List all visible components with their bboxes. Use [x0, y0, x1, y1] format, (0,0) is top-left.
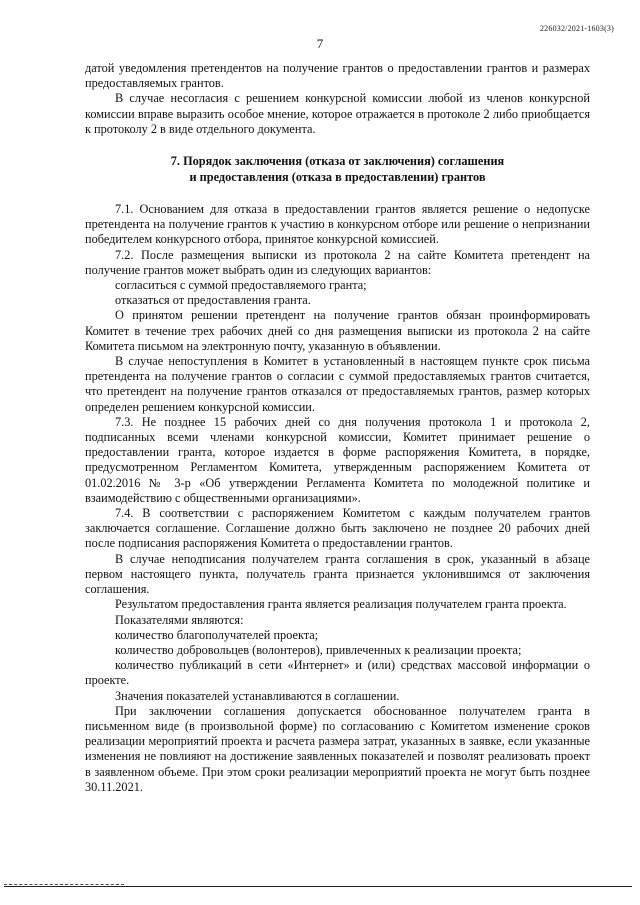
paragraph-indicator-publications: количество публикаций в сети «Интернет» и (или) средствах массовой информации о проекте.	[85, 658, 590, 688]
page-number: 7	[316, 36, 324, 51]
section-heading-line-2: и предоставления (отказа в предоставлении) грантов	[189, 169, 486, 184]
paragraph-option-refuse: отказаться от предоставления гранта.	[115, 293, 311, 308]
bottom-rule	[4, 884, 632, 890]
paragraph-7-3: 7.3. Не позднее 15 рабочих дней со дня получения протокола 1 и протокола 2, подписанных всеми членами конкурсной комиссии, Комитет принимает решение о предоставлении гранта, которое издается в форме распоряжения Комитета, в порядке, предусмотренном Регламентом Комитета, утвержденным распоряжением Комитета от 01.02.2016 № 3-р «Об утверждении Регламента Комитета по молодежной политике и взаимодействию с общественными организациями».	[85, 414, 590, 505]
document-body	[85, 61, 590, 795]
paragraph-indicators-intro: Показателями являются:	[115, 612, 244, 627]
paragraph-result: Результатом предоставления гранта является реализация получателем гранта проекта.	[115, 597, 567, 612]
paragraph-option-agree: согласиться с суммой предоставляемого гранта;	[115, 278, 367, 293]
paragraph-non-signing: В случае неподписания получателем гранта соглашения в срок, указанный в абзаце первом настоящего пункта, получатель гранта признается уклонившимся от заключения соглашения.	[85, 551, 590, 597]
paragraph-changes-allowed: При заключении соглашения допускается обоснованное получателем гранта в письменном виде (в произвольной форме) по согласованию с Комитетом изменение сроков реализации мероприятий проекта и расчета размера затрат, указанных в заявке, если указанные изменения не повлияют на достижение заявленных показателей и позволят реализовать проект в заявленном объеме. При этом сроки реализации мероприятий проекта не могут быть позднее 30.11.2021.	[85, 703, 590, 794]
paragraph-no-letter: В случае непоступления в Комитет в установленный в настоящем пункте срок письма претендента на получение грантов о согласии с суммой предоставляемых грантов считается, что претендент на получение грантов отказался от предоставляемых грантов, размер которых определен решением конкурсной комиссии.	[85, 354, 590, 414]
paragraph-dissent: В случае несогласия с решением конкурсной комиссии любой из членов конкурсной комиссии вправе выразить особое мнение, которое отражается в протоколе 2 либо приобщается к протоколу 2 в виде отдельного документа.	[85, 91, 590, 136]
paragraph-indicator-values: Значения показателей устанавливаются в соглашении.	[115, 688, 400, 703]
paragraph-inform-committee: О принятом решении претендент на получение грантов обязан проинформировать Комитет в течение трех рабочих дней со дня размещения выписки из протокола 2 на сайте Комитета письмом на электронную почту, указанную в объявлении.	[85, 308, 590, 353]
section-heading	[85, 154, 590, 185]
paragraph-indicator-volunteers: количество добровольцев (волонтеров), привлеченных к реализации проекта;	[115, 642, 522, 657]
bottom-rule-solid	[4, 886, 632, 887]
section-heading-line-1: 7. Порядок заключения (отказа от заключения) соглашения	[170, 154, 505, 169]
paragraph-continuation: датой уведомления претендентов на получение грантов о предоставлении грантов и размерах предоставляемых грантов.	[85, 61, 590, 91]
paragraph-7-4: 7.4. В соответствии с распоряжением Комитетом с каждым получателем грантов заключается соглашение. Соглашение должно быть заключено не позднее 20 рабочих дней после подписания распоряжения Комитета о предоставлении грантов.	[85, 506, 590, 551]
paragraph-indicator-beneficiaries: количество благополучателей проекта;	[115, 627, 319, 642]
document-registration-code: 226032/2021-1603(3)	[539, 24, 614, 33]
bottom-rule-dashed	[4, 884, 124, 885]
paragraph-7-2: 7.2. После размещения выписки из протокола 2 на сайте Комитета претендент на получение грантов может выбрать один из следующих вариантов:	[85, 247, 590, 277]
paragraph-7-1: 7.1. Основанием для отказа в предоставлении грантов является решение о недопуске претендента на получение грантов к участию в конкурсном отборе или решение о непризнании победителем конкурсного отбора, принятое конкурсной комиссией.	[85, 202, 590, 247]
